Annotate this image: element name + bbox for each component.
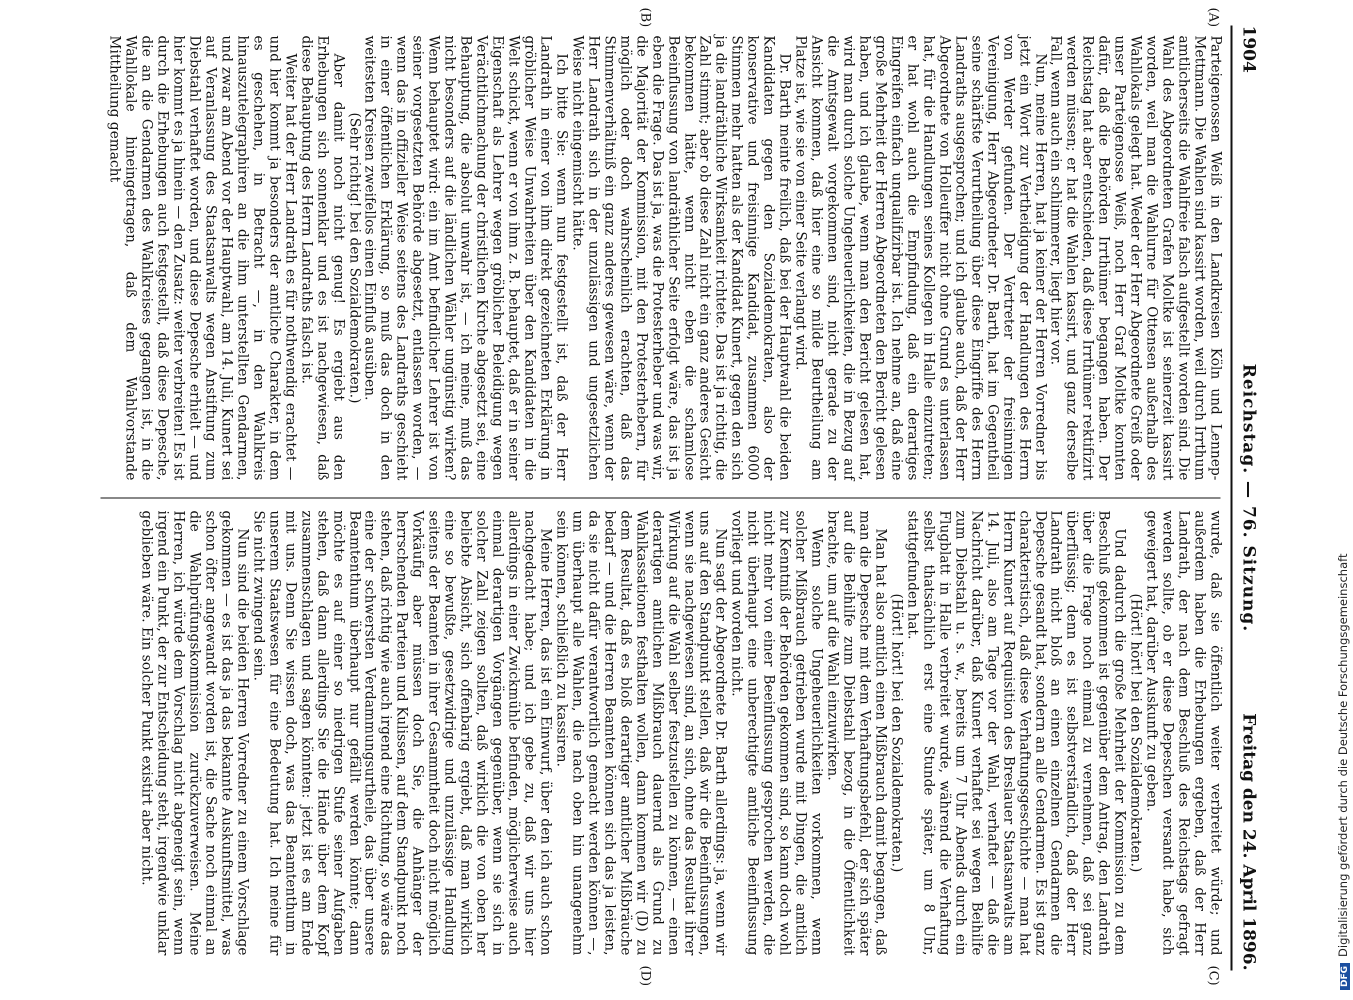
paragraph: Parteigenossen Weiß in den Landkreisen Köln und Lennep-Mettmann. Die Wahlen sind kassirt worden, weil durch Irrthum amtlicherseits die Wahlfreie falsch aufgestellt worden sind. Die Wahl des Abgeordneten Grafen Moltke ist seinerzeit kassirt worden, weil man die Wahlurne für Ottensen außerhalb des Wahllokals gelegt hat. Weder der Herr Abgeordnete Greiß oder unser Parteigenosse Weiß, noch Herr Graf Moltke konnten dafür, daß die Behörden Irrthümer begangen haben. Der Reichstag hat aber entschieden, daß diese Irrthümer rektifizirt werden müssen; er hat die Wahlen kassirt, und ganz derselbe Fall, wenn auch ein schlimmerer, liegt hier vor. <box>1047 35 1224 481</box>
column-divider <box>101 498 1221 499</box>
paragraph: Man hat also amtlich einen Mißbrauch damit begangen, daß man die Depesche mit dem Verhaftungsbefehl, der sich später auf die Beihilfe zum Diebstahl bezog, in die Öffentlichkeit brachte, um auf die Wahl einzuwirken. <box>824 510 889 956</box>
margin-marker-c: (C) <box>1205 965 1221 986</box>
interjection: (Hört! hört! bei den Sozialdemokraten.) <box>888 593 905 873</box>
margin-marker-d: (D) <box>637 965 653 987</box>
margin-marker-a: (A) <box>1205 7 1221 28</box>
session-title: Reichstag. — 76. Sitzung. <box>1238 363 1259 633</box>
paragraph: Und dadurch die große Mehrheit der Kommission zu dem Beschluß gekommen ist gegenüber dem Antrag, den Landrath über die Frage noch einmal zu vernehmen, daß sei ganz überflüssig; denn es ist selbstverständlich, daß der Herr Landrath nicht bloß an einen einzelnen Gendarmen die Depesche gesandt hat, sondern an alle Gendarmen. Es ist ganz charakteristisch, daß diese Verhaftungsgeschichte — man hat Herrn Kunert auf Requisition des Breslauer Staatsanwalts am 14. Juli, also am Tage vor der Wahl, verhaftet — daß die Nachricht darüber, daß Kunert verhaftet sei wegen Beihilfe zum Diebstahl u. s. w., bereits um 7 Uhr Abends durch ein Flugblatt in Halle verbreitet wurde, während die Verhaftung selbst thatsächlich erst eine Stunde später, um 8 Uhr, stattgefunden hat. <box>904 510 1128 956</box>
page-header <box>1231 26 1261 971</box>
paragraph: wurde, daß sie öffentlich weiter verbreitet würde; und außerdem haben die Erhebungen ergeben, daß der Herr Landrath, der nach dem Beschluß des Reichstags gefragt werden sollte, ob er diese Depeschen versandt habe, sich geweigert hat, darüber Auskunft zu geben. <box>1143 510 1224 956</box>
document-page <box>75 6 1265 991</box>
dfg-logo: DFG <box>1340 963 1350 990</box>
paragraph: Nun sagt der Abgeordnete Dr. Barth allerdings: ja, wenn wir uns auf den Standpunkt stellen, daß wir die Beeinflussungen, wenn sie nachgewiesen sind, an sich, ohne das Resultat ihrer Wirkung auf die Wahl selber festzustellen zu können, — einen derartigen amtlichen Mißbrauch dauernd als Grund zu Wahlkassationen festhalten wollen, dann kommen wir (D) zu dem Resultat, daß es bloß derartiger amtlicher Mißbräuche bedarf — und die Herren Beamten können sich das ja leisten, da sie nicht dafür verantwortlich gemacht werden können —, um überhaupt alle Wahlen, die nach oben hin unangenehm sein können, schließlich zu kassiren. <box>553 510 729 956</box>
right-text-column <box>138 511 1223 956</box>
interjection: (Hört! hört! bei den Sozialdemokraten.) <box>1127 593 1144 873</box>
margin-marker-b: (B) <box>637 7 653 28</box>
paragraph: Wenn solche Ungeheuerlichkeiten vorkommen, wenn solcher Mißbrauch getrieben wurde mit Dingen, die amtlich zur Kenntniß der Behörden gekommen sind, so kann doch wohl nicht mehr von einer Beeinflussung gesprochen werden, die nicht überhaupt eine unberechtigte amtliche Beeinflussung vorliegt und worden nicht. <box>728 510 825 956</box>
paragraph: Weiter hat der Herr Landrath es für nothwendig erachtet — und hier kommt ja besonders der amtliche Charakter, in dem es geschehen, in Betracht —, in den Wahlkreis hinauszutelegraphiren an die ihm unterstellten Gendarmen, und zwar am Abend vor der Hauptwahl, am 14. Juli, Kunert sei auf Veranlassung des Staatsanwalts wegen Anstiftung zum Diebstahl verhaftet worden, und diese Depesche erhielt — und hier kommt es ja hinein — den Zusatz: weiter verbreiten! Es ist durch die Erhebungen auch festgestellt, daß diese Depesche, die an die Gendarmen des Wahlkreises gegangen ist, in die Wahllokale hineingetragen, daß dem Wahlvorstande Mittheilung gemacht <box>106 35 299 481</box>
credit-text: Digitalisierung gefördert durch die Deutsche Forschungsgemeinschaft <box>1336 553 1350 957</box>
paragraph: Nun sind die beiden Herren Vorredner zu einem Vorschlage gekommen — es ist das ja das bekannte Auskunftsmittel, was schon öfter angewandt worden ist, die Sache noch einmal an die Wahlprüfungskommission zurückzuverweisen. Meine Herren, ich würde dem Vorschlag nicht abgeneigt sein, wenn irgend ein Punkt, der zur Entscheidung steht, irgendwie unklar geblieben wäre. Ein solcher Punkt existirt aber nicht. <box>138 510 251 956</box>
left-text-column <box>106 36 1223 481</box>
interjection: (Sehr richtig! bei den Sozialdemokraten.) <box>346 112 363 404</box>
paragraph: Nun, meine Herren, hat ja keiner der Herren Vorredner bis jetzt ein Wort zur Vertheidigung der Handlungen des Herrn von Werder gefunden. Der Vertreter der freisinnigen Vereinigung, Herr Abgeordneter Dr. Barth, hat im Gegentheil seine schärfste Verurtheilung über diese Eingriffe des Herrn Landraths ausgesprochen; und ich glaube auch, daß der Herr Abgeordnete von Holleuffer nicht ohne Grund es unterlassen hat, für die Handlungen seines Kollegen in Halle einzutreten; er hat wohl auch die Empfindung, daß ein derartiges Eingreifen einfach unqualifizirbar ist. Ich nehme an, daß eine große Mehrheit der Herren Abgeordneten den Bericht gelesen haben, und ich glaube, wenn man den Bericht gelesen hat, wird man durch solche Ungeheuerlichkeiten, die in Bezug auf die Amtsgewalt vorgekommen sind, nicht gerade zu der Ansicht kommen, daß hier eine so milde Beurtheilung am Platze ist, wie sie von einer Seite verlangt wird. <box>792 35 1049 481</box>
paragraph: Dr. Barth meinte freilich, daß bei der Hauptwahl die beiden Kandidaten gegen den Sozialdemokraten, also der konservative und freisinnige Kandidat, zusammen 6000 Stimmen mehr hatten als der Kandidat Kunert, gegen den sich ja die landräthliche Wirksamkeit richtete. Das ist ja richtig, die Zahl stimmt; aber ob diese Zahl nicht ein ganz anderes Gesicht bekommen hätte, wenn nicht eben die schamlose Beeinflussung von landräthlicher Seite erfolgt wäre, das ist ja eben die Frage. Das ist ja, was die Protesterheber und was wir, die Majorität der Kommission, mit den Protesterhebern, für möglich oder doch wahrscheinlich erachten, daß das Stimmenverhältniß ein ganz anderes gewesen wäre, wenn der Herr Landrath sich in der unzulässigen und ungesetzlichen Weise nicht eingemischt hätte. <box>569 35 793 481</box>
paragraph: Meine Herren, das ist ein Einwurf, über den ich auch schon nachgedacht habe; und ich gebe zu, daß wir uns hier allerdings in einer Zwickmühle befinden, möglicherweise auch einmal derartigen Vorgängen gegenüber, wenn sie sich in solcher Zahl zeigen sollten, daß wirklich die von oben her beliebte Absicht, sich offenbarig ergiebt, daß man wirklich eine so bewußte, gesetzwidrige und unzulässige Handlung seitens der Beamten in ihrer Gesammtheit doch nicht möglich Vorkäufig aber müssen doch Sie, die Anhänger der herrschenden Parteien und Kulissen, auf dem Standpunkt noch stehen, daß richtig wie auch irgend eine Richtung, so wäre das eine der schwersten Verdammungsurtheile, das über unsere Beamtenthum überhaupt nur gefällt werden könnte; dann möchte es auf einer so niedrigen Stufe seiner Aufgaben stehen, daß dann allerdings Sie die Hände über dem Kopf zusammenschlagen und sagen könnten: jetzt ist es am Ende mit uns. Denn Sie wissen doch, was das Beamtenthum in unserem Staatswesen für eine Bedeutung hat. Ich meine für Sie nicht zwingend sein. <box>250 510 554 956</box>
session-date: Freitag den 24. April 1896. <box>1238 713 1259 971</box>
paragraph: Aber damit noch nicht genug! Es ergiebt aus den Erhebungen sich sonnenklar und es ist nachgewiesen, daß diese Behauptung des Herrn Landraths falsch ist. <box>298 35 347 481</box>
digitization-credit <box>1336 0 1350 990</box>
paragraph: Ich bitte Sie: wenn nun festgestellt ist, daß der Herr Landrath in einer von ihm direkt gezeichneten Erklärung in gröblicher Weise Unwahrheiten über den Kandidaten in die Welt schickt, wenn er von ihm z. B. behauptet, daß er in seiner Eigenschaft als Lehrer wegen gröblicher Beleidigung wegen Verächtlichmachung der christlichen Kirche abgesetzt sei, eine Behauptung, die absolut unwahr ist, — ich meine, muß das nicht besonders auf die ländlichen Wähler ungünstig wirken? Wenn behauptet wird: ein im Amt befindlicher Lehrer ist von seiner vorgesetzten Behörde abgesetzt, entlassen worden, — wenn das in offizieller Weise seitens des Landraths geschieht in einer öffentlichen Erklärung, so muß das doch in den weitesten Kreisen zweifellos einen Einfluß ausüben. <box>361 35 570 481</box>
page-number: 1904 <box>1238 25 1259 73</box>
